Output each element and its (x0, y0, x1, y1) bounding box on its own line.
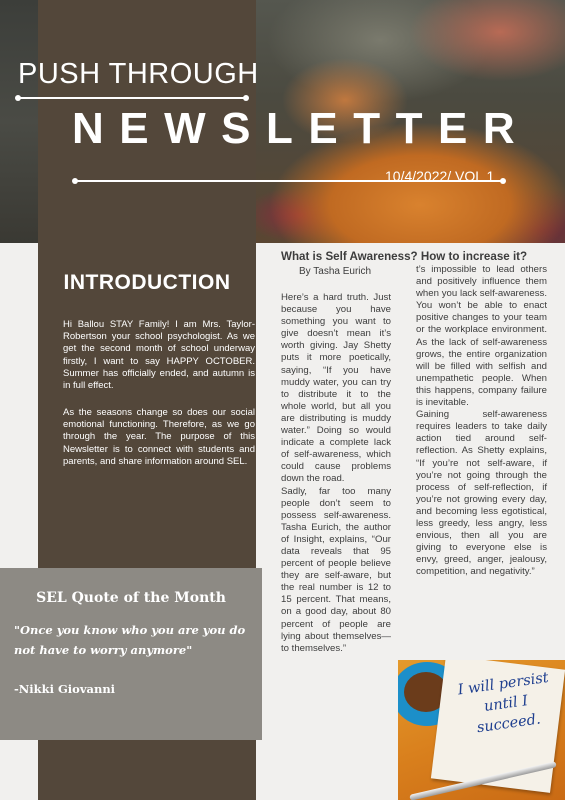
article-column-1 (281, 292, 391, 655)
hero-photo-strip (0, 0, 38, 243)
quote-text: "Once you know who you are you do not have to worry anymore" (14, 623, 246, 657)
title-divider-top (18, 97, 246, 99)
article-paragraph: Gaining self-awareness requires leaders to take daily action tied around self-reflection. As Shetty explains, “If you’re not self-aware, if you’re not going through the process of self-reflection, if you’re not growing every day, and becoming less egotistical, less greedy, less angry, less envious, then all you are giving to everyone else is envy, greed, anger, jealousy, competition, and negativity.” (416, 409, 547, 578)
introduction-section (38, 243, 256, 570)
note-handwriting: I will persist until I succeed. (456, 669, 550, 737)
motivation-photo (398, 660, 565, 800)
footer-brown-panel (38, 740, 256, 800)
article-paragraph: Here’s a hard truth. Just because you have something you want to give doesn’t mean it’s worth giving. Jay Shetty puts it more poetically, saying, “If you have muddy water, you can try to distribute it to the whole world, but all you are distributing is muddy water.” Doing so would indicate a complete lack of self-awareness, which could cause problems down the road. (281, 292, 391, 485)
newsletter-title-line1: PUSH THROUGH (18, 58, 259, 90)
newsletter-title-line2: NEWSLETTER (72, 104, 531, 153)
article-byline: By Tasha Eurich (299, 266, 372, 277)
introduction-paragraph: Hi Ballou STAY Family! I am Mrs. Taylor-Robertson your school psychologist. As we get the second month of school underway firstly, I want to say HAPPY OCTOBER. Summer has officially ended, and autumn is in full effect. (63, 319, 255, 392)
article-paragraph: t’s impossible to lead others and positively influence them when you lack self-awareness. You won’t be able to enact positive changes to your team or the workplace environment. As the lack of self-awareness grows, the entire organization will be filled with selfish and unempathetic people. When this happens, company failure is inevitable. (416, 264, 547, 409)
hero-banner (0, 0, 565, 243)
quote-author: -Nikki Giovanni (14, 682, 116, 696)
article-paragraph: Sadly, far too many people don’t seem to possess self-awareness. Tasha Eurich, the author of Insight, explains, “Our data reveals that 95 percent of people believe they are self-aware, but the real number is 12 to 15 percent. That means, on a good day, about 80 percent of people are lying about themselves—to themselves.” (281, 485, 391, 654)
quote-heading: SEL Quote of the Month (36, 590, 226, 606)
introduction-paragraph: As the seasons change so does our social emotional functioning. Therefore, as we go through the year. The purpose of this Newsletter is to connect with students and parents, and share information around SEL. (63, 407, 255, 467)
issue-date: 10/4/2022/ VOL 1 (385, 168, 495, 184)
introduction-heading: INTRODUCTION (63, 271, 231, 294)
article-title: What is Self Awareness? How to increase it? (281, 250, 528, 263)
quote-of-month (0, 568, 262, 740)
article-column-2 (416, 264, 547, 578)
